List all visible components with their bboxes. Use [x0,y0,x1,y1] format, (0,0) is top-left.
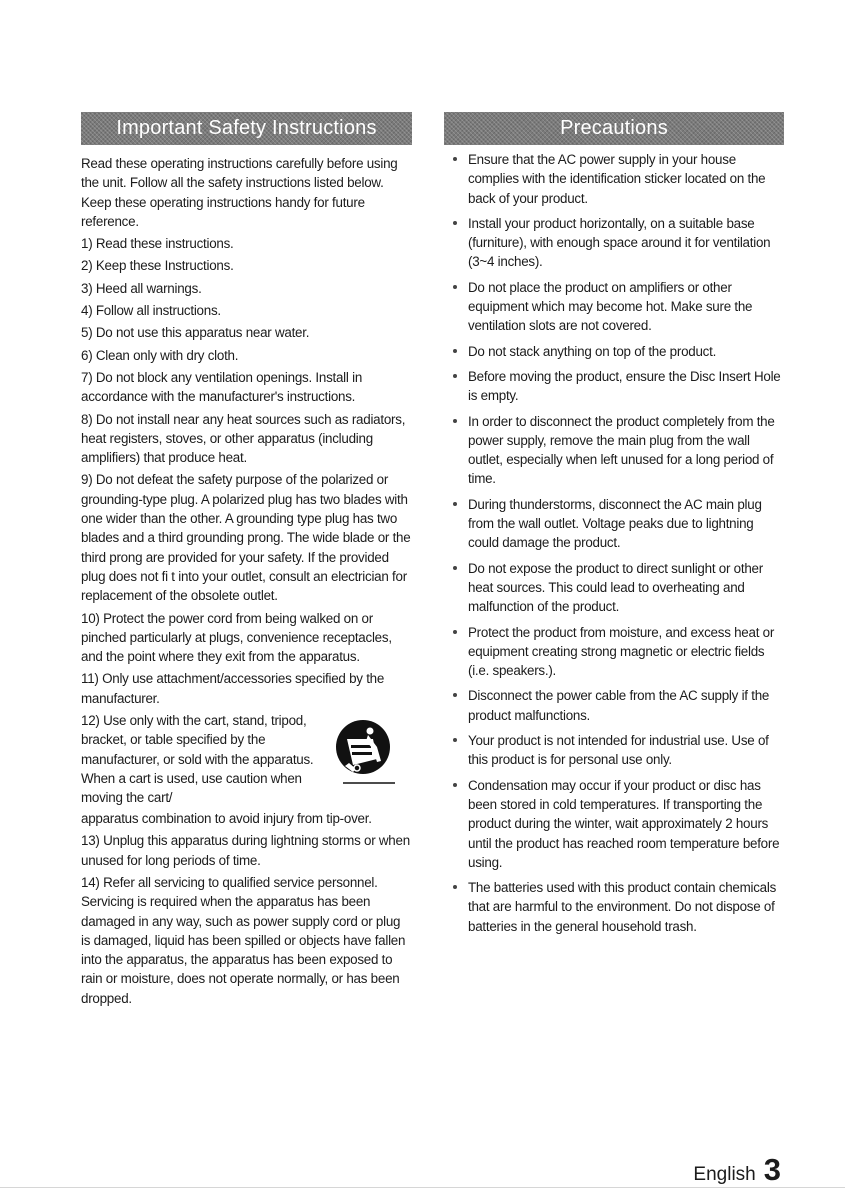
precaution-item: Protect the product from moisture, and excess heat or equipment creating strong magnetic or electric fields (i.e. speakers.). [452,623,785,681]
precaution-item: Ensure that the AC power supply in your house complies with the identification sticker located on the back of your product. [452,150,785,208]
safety-instructions-header [81,112,412,145]
safety-item-3: 3) Heed all warnings. [81,280,202,296]
precaution-item: Do not stack anything on top of the product. [452,342,785,361]
bullet-icon [453,630,457,634]
precaution-item: Before moving the product, ensure the Disc Insert Hole is empty. [452,367,785,406]
safety-item-1: 1) Read these instructions. [81,236,234,252]
precaution-item: Your product is not intended for industrial use. Use of this product is for personal use only. [452,731,785,770]
safety-item-13: 13) Unplug this apparatus during lightning storms or when unused for long periods of time. [81,833,410,868]
safety-item-9: 9) Do not defeat the safety purpose of the polarized or grounding-type plug. A polarized plug has two blades with one wider than the other. A grounding type plug has two blades and a third grounding prong. The wide blade or the third prong are provided for your safety. If the provided plug does not fi t into your outlet, consult an electrician for replacement of the obsolete outlet. [81,472,411,604]
safety-item-12-text: 12) Use only with the cart, stand, tripod, bracket, or table specified by the manufacturer, or sold with the apparatus. When a cart is used, use caution when moving the cart/ [81,713,314,806]
safety-item-8: 8) Do not install near any heat sources such as radiators, heat registers, stoves, or other apparatus (including amplifiers) that produce heat. [81,411,406,466]
bullet-icon [453,693,457,697]
bullet-icon [453,374,457,378]
bullet-icon [453,419,457,423]
bullet-icon [453,738,457,742]
safety-item-2: 2) Keep these Instructions. [81,258,234,274]
bullet-icon [453,349,457,353]
bullet-icon [453,502,457,506]
precaution-item: Install your product horizontally, on a suitable base (furniture), with enough space around it for ventilation (3~4 inches). [452,214,785,272]
safety-item-12-continued: apparatus combination to avoid injury from tip-over. [81,811,372,827]
safety-item-7: 7) Do not block any ventilation openings. Install in accordance with the manufacturer's instructions. [81,369,363,405]
precaution-item: Condensation may occur if your product or disc has been stored in cold temperatures. If transporting the product during the winter, wait approximately 2 hours until the product has reached room temperature before using. [452,776,785,872]
safety-item-4: 4) Follow all instructions. [81,303,221,319]
precaution-item: In order to disconnect the product completely from the power supply, remove the main plug from the wall outlet, especially when left unused for a long period of time. [452,412,785,489]
safety-item-14: 14) Refer all servicing to qualified service personnel. Servicing is required when the apparatus has been damaged in any way, such as power supply cord or plug is damaged, liquid has been spilled or objects have fallen into the apparatus, the apparatus has been exposed to rain or moisture, does not operate normally, or has been dropped. [81,874,406,1006]
bullet-icon [453,566,457,570]
bullet-icon [453,783,457,787]
precautions-title: Precautions [560,117,668,139]
bullet-icon [453,285,457,289]
precautions-header [444,112,784,145]
bullet-icon [453,221,457,225]
precaution-item: Disconnect the power cable from the AC supply if the product malfunctions. [452,686,785,725]
safety-instructions-title: Important Safety Instructions [116,117,377,139]
safety-instructions-column [81,154,411,1011]
safety-item-11: 11) Only use attachment/accessories specified by the manufacturer. [81,671,385,706]
bullet-icon [453,157,457,161]
cart-tip-over-warning-icon [321,711,411,809]
safety-item-5: 5) Do not use this apparatus near water. [81,325,310,341]
precaution-item: During thunderstorms, disconnect the AC main plug from the wall outlet. Voltage peaks due to lightning could damage the product. [452,495,785,553]
page-edge-divider [0,1187,845,1188]
safety-intro: Read these operating instructions carefully before using the unit. Follow all the safety instructions listed below. Keep these operating instructions handy for future reference. [81,156,398,229]
footer-language: English [693,1164,756,1185]
bullet-icon [453,885,457,889]
precaution-item: The batteries used with this product contain chemicals that are harmful to the environment. Do not dispose of batteries in the general household trash. [452,878,785,936]
safety-item-10: 10) Protect the power cord from being walked on or pinched particularly at plugs, convenience receptacles, and the point where they exit from the apparatus. [81,610,392,665]
precautions-column [452,150,785,942]
page-footer [693,1152,781,1188]
precautions-list [452,150,785,936]
safety-item-12-row [81,711,411,809]
safety-item-6: 6) Clean only with dry cloth. [81,347,239,363]
precaution-item: Do not expose the product to direct sunlight or other heat sources. This could lead to overheating and malfunction of the product. [452,559,785,617]
precaution-item: Do not place the product on amplifiers or other equipment which may become hot. Make sure the ventilation slots are not covered. [452,278,785,336]
page-number: 3 [763,1152,781,1187]
